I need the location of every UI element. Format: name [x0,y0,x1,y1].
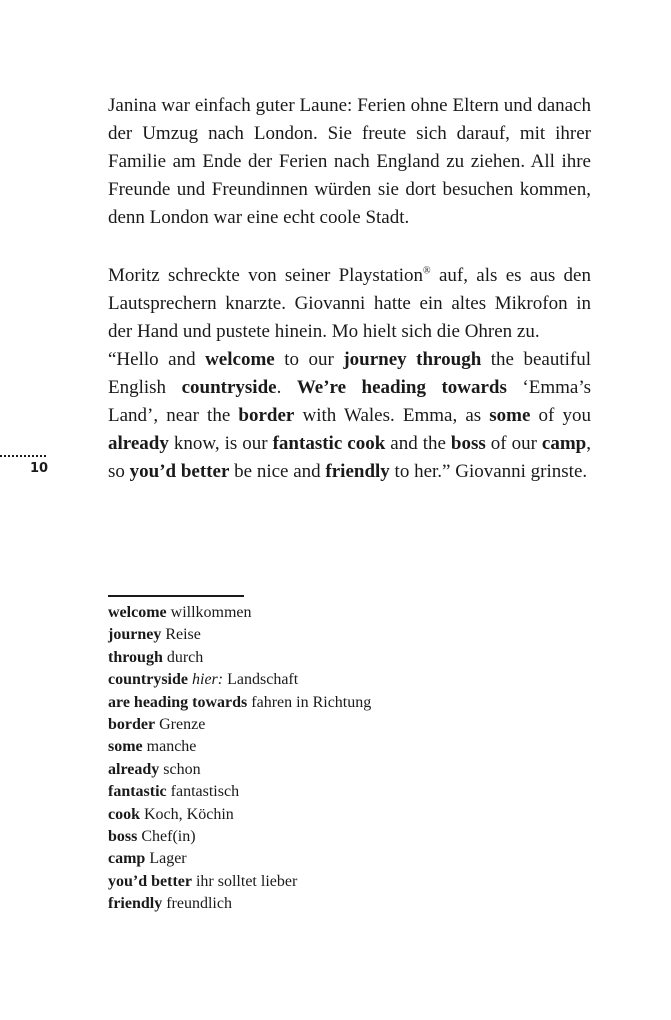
vocab-word: already [108,433,169,454]
glossary-translation: willkommen [170,604,252,621]
text-segment: know, is our [168,433,273,454]
glossary-translation: Chef(in) [141,828,196,846]
paragraph-2-end: auf, als es aus den Lautsprechern knarzte. Giovanni hatte ein altes Mikrofon in der Hand und pustete hinein. Mo hielt sich die Ohren zu. [108,265,591,342]
glossary-entry [108,736,371,758]
glossary-term: cook [108,805,140,823]
glossary-translation: Lager [149,850,187,868]
glossary-term: journey [108,626,162,644]
vocab-word: countryside [181,377,277,398]
glossary-entry [108,692,371,714]
vocabulary-glossary [108,602,371,916]
glossary-entry [108,624,371,646]
glossary-term: camp [108,850,146,868]
page-number-value: 10 [30,461,49,476]
glossary-entry [108,826,371,848]
vocab-word: border [238,405,295,426]
glossary-term: already [108,760,160,778]
text-segment: the beautiful English [108,349,592,398]
vocab-word: camp [541,433,587,454]
glossary-entry [108,781,371,803]
glossary-term: border [108,716,156,734]
glossary-term: friendly [108,895,163,913]
text-segment: ‘Emma’s Land’, near the [108,377,591,426]
vocab-word: We’re heading towards [296,377,507,398]
text-segment: of our [485,433,542,454]
glossary-term: welcome [108,604,167,621]
glossary-term: countryside [108,671,188,689]
story-text [108,92,591,486]
glossary-translation: ihr solltet lieber [195,872,298,890]
paragraph-1: Janina war einfach guter Laune: Ferien ohne Eltern und danach der Umzug nach London. Sie freute sich darauf, mit ihrer Familie am Ende der Ferien nach England zu ziehen. All ihre Freunde und Freundinnen würden sie dort besuchen kommen, denn London war eine echt coole Stadt. [108,95,591,228]
glossary-entry [108,669,371,691]
paragraph-2 [108,262,591,346]
text-segment: “Hello and [108,349,206,370]
text-segment: of you [530,405,592,426]
glossary-translation: schon [163,760,201,778]
glossary-entry [108,759,371,781]
paragraph-3 [108,346,591,486]
vocab-word: boss [450,433,486,454]
glossary-term: through [108,648,163,666]
glossary-entry [108,893,371,915]
glossary-translation: freundlich [166,895,232,913]
text-segment: to her.” Giovanni grinste. [389,461,588,482]
registered-mark: ® [423,265,431,277]
vocab-word: fantastic cook [272,433,386,454]
glossary-divider [108,595,244,597]
glossary-entry [108,871,371,893]
text-segment: and the [385,433,451,454]
glossary-term: you’d better [108,872,192,890]
glossary-translation: Grenze [159,716,206,734]
glossary-entry [108,804,371,826]
text-segment: to our [274,349,344,370]
glossary-note: hier: [192,671,224,689]
vocab-word: you’d better [129,461,230,482]
page-number-dotted-rule [0,455,46,457]
glossary-translation: fantastisch [170,783,240,801]
vocab-word: journey through [343,349,482,370]
text-segment: be nice and [229,461,326,482]
glossary-translation: Landschaft [227,671,299,689]
vocab-word: some [489,405,531,426]
glossary-translation: manche [146,738,197,756]
page-number [0,455,48,476]
glossary-entry [108,647,371,669]
vocab-word: welcome [205,349,275,370]
glossary-entry [108,848,371,870]
text-segment: , so [108,433,591,482]
glossary-translation: durch [166,648,204,666]
glossary-term: are heading towards [108,693,248,711]
glossary-translation: Koch, Köchin [144,805,234,823]
glossary-term: boss [108,828,138,846]
glossary-entry [108,602,371,624]
glossary-entry [108,714,371,736]
text-segment: . [276,377,297,398]
glossary-translation: fahren in Richtung [251,693,372,711]
glossary-term: some [108,738,143,756]
glossary-translation: Reise [165,626,201,644]
glossary-term: fantastic [108,783,167,801]
paragraph-2-start: Moritz schreckte von seiner Playstation [108,265,424,286]
vocab-word: friendly [325,461,390,482]
text-segment: with Wales. Emma, as [294,405,490,426]
